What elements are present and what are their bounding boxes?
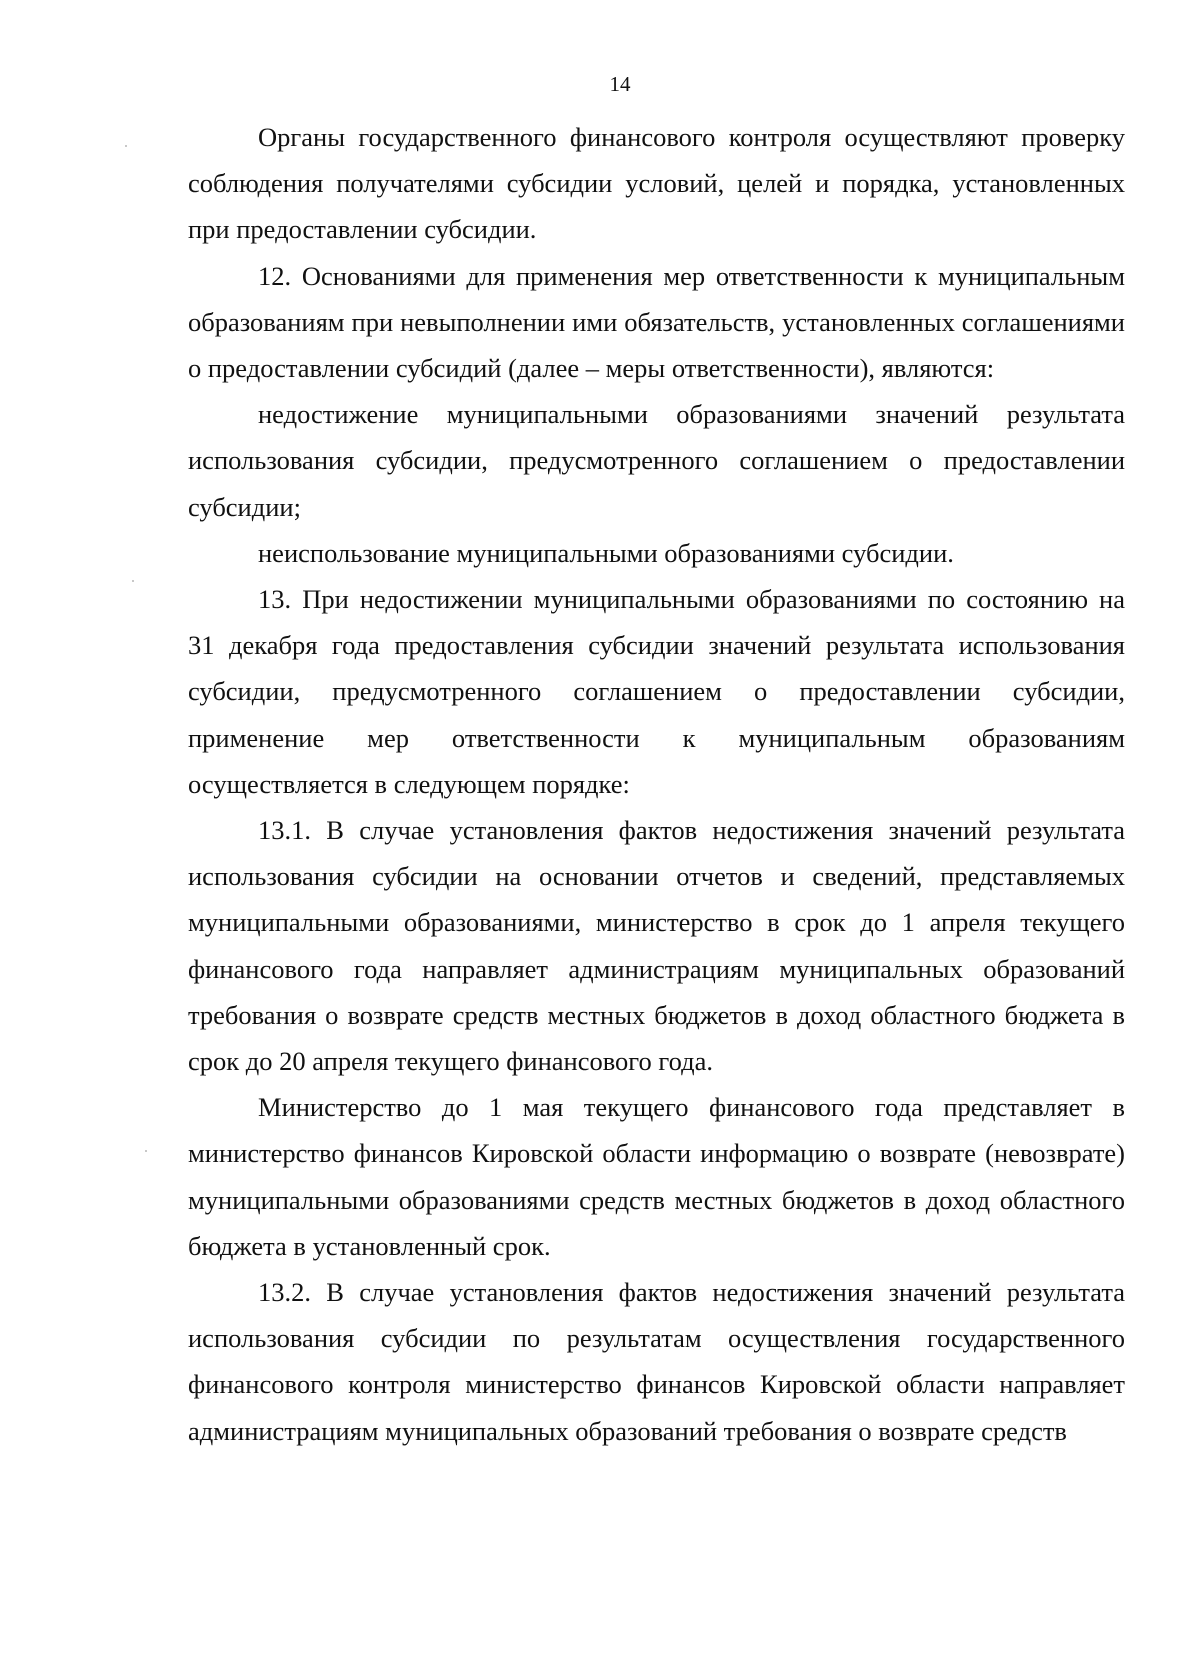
paragraph-13-1-reports: 13.1. В случае установления фактов недостижения значений результата использования субсидии на основании отчетов и сведений, представляемых муниципальными образованиями, министерство в срок до 1 апреля текущего финансового года направляет администрациям муниципальных образований требования о возврате средств местных бюджетов в доход областного бюджета в срок до 20 апреля текущего финансового года. <box>188 815 1125 1077</box>
paragraph-13-2-financial-control: 13.2. В случае установления фактов недостижения значений результата использования субсидии по результатам осуществления государственного финансового контроля министерство финансов Кировской области направляет администрациям муниципальных образований требования о возврате средств <box>188 1277 1125 1446</box>
paragraph-12-grounds-for-liability: 12. Основаниями для применения мер ответственности к муниципальным образованиям при невыполнении ими обязательств, установленных соглашениями о предоставлении субсидий (далее – меры ответственности), являются: <box>188 260 1125 384</box>
paragraph-ministry-may-1: Министерство до 1 мая текущего финансового года представляет в министерство финансов Кировской области информацию о возврате (невозврате) муниципальными образованиями средств местных бюджетов в доход областного бюджета в установленный срок. <box>188 1092 1125 1261</box>
paragraph-state-financial-control: Органы государственного финансового контроля осуществляют проверку соблюдения получателями субсидии условий, целей и порядка, установленных при предоставлении субсидии. <box>188 122 1125 245</box>
scan-speck <box>125 145 127 147</box>
paragraph-non-use-of-subsidy: неиспользование муниципальными образованиями субсидии. <box>258 537 954 568</box>
document-body <box>188 114 1125 1454</box>
scan-speck <box>132 580 134 582</box>
paragraph-non-achievement-of-results: недостижение муниципальными образованиями значений результата использования субсидии, предусмотренного соглашением о предоставлении субсидии; <box>188 399 1125 522</box>
paragraph-13-procedure: 13. При недостижении муниципальными образованиями по состоянию на 31 декабря года предоставления субсидии значений результата использования субсидии, предусмотренного соглашением о предоставлении субсидии, применение мер ответственности к муниципальным образованиям осуществляется в следующем порядке: <box>188 584 1125 799</box>
page-number: 14 <box>609 72 631 96</box>
scan-speck <box>145 1150 147 1152</box>
